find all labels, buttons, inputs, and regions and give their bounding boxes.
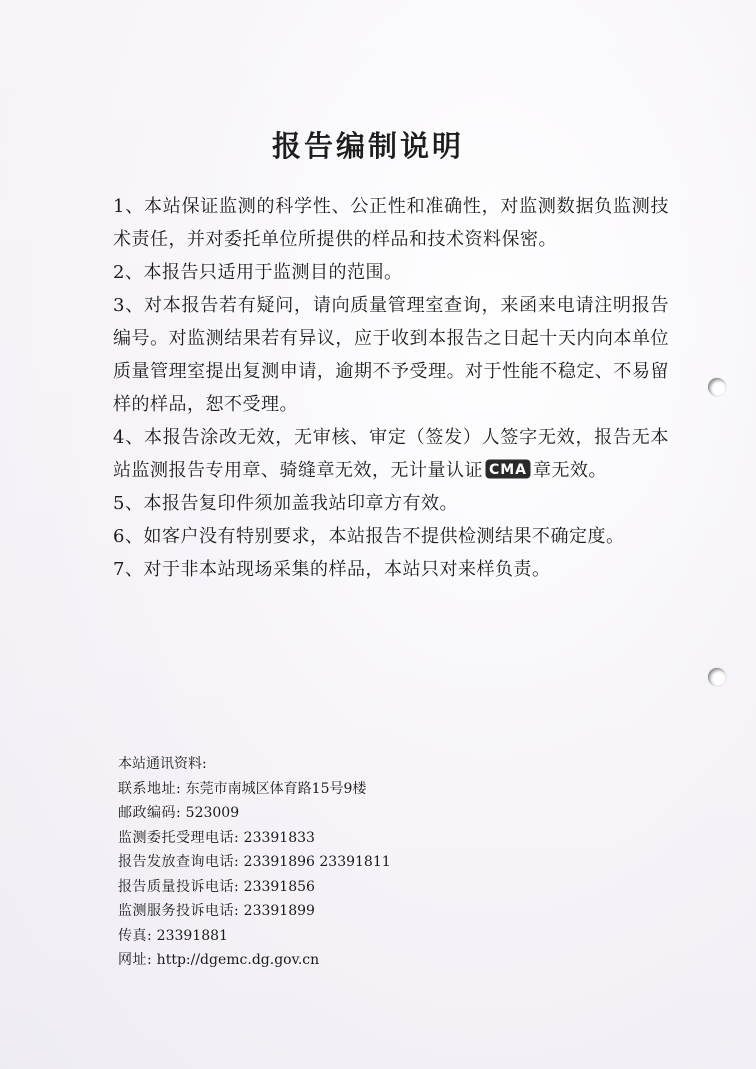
postcode-label: 邮政编码: <box>118 805 182 821</box>
fax-label: 传真: <box>118 927 153 944</box>
term-5: 5、本报告复印件须加盖我站印章方有效。 <box>113 493 458 514</box>
term-1: 1、本站保证监测的科学性、公正性和准确性，对监测数据负监测技术责任，并对委托单位所提供的样品和技术资料保密。 <box>113 196 669 250</box>
punch-hole-lower <box>708 668 726 686</box>
term-3: 3、对本报告若有疑问，请向质量管理室查询，来函来电请注明报告编号。对监测结果若有异议，应于收到本报告之日起十天内向本单位质量管理室提出复测申请，逾期不予受理。对于性能不稳定、不易留样的样品，恕不受理。 <box>113 295 669 415</box>
contact-address-row <box>118 777 598 802</box>
entrust-phone-label: 监测委托受理电话: <box>118 829 240 846</box>
punch-hole-upper <box>708 378 726 396</box>
service-complaint-phone-value: 23391899 <box>243 903 315 919</box>
term-7: 7、对于非本站现场采集的样品，本站只对来样负责。 <box>113 559 551 580</box>
contact-report-query-row <box>118 850 598 875</box>
contact-quality-complaint-row <box>118 875 598 900</box>
term-4-text-before: 4、本报告涂改无效，无审核、审定（签发）人签字无效，报告无本站监测报告专用章、骑缝章无效，无计量认证 <box>113 427 669 481</box>
service-complaint-phone-label: 监测服务投诉电话: <box>118 903 240 919</box>
quality-complaint-phone-label: 报告质量投诉电话: <box>118 878 240 895</box>
contact-fax-row <box>118 924 598 949</box>
quality-complaint-phone-value: 23391856 <box>243 878 315 895</box>
address-value: 东莞市南城区体育路15号9楼 <box>185 780 367 797</box>
fax-value: 23391881 <box>156 927 228 944</box>
cma-certification-mark <box>485 459 531 479</box>
address-label: 联系地址: <box>118 780 182 797</box>
page-title: 报告编制说明 <box>271 129 464 163</box>
contact-info <box>118 752 598 973</box>
cma-mark-text: CMA <box>488 462 528 478</box>
term-4-text-after: 章无效。 <box>533 460 607 481</box>
term-6: 6、如客户没有特别要求，本站报告不提供检测结果不确定度。 <box>113 526 625 547</box>
contact-website-row <box>118 948 598 973</box>
contact-postcode-row <box>118 801 598 826</box>
website-value: http://dgemc.dg.gov.cn <box>156 952 320 968</box>
website-label: 网址: <box>118 952 153 968</box>
postcode-value: 523009 <box>185 805 240 821</box>
term-2: 2、本报告只适用于监测目的范围。 <box>113 262 403 283</box>
entrust-phone-value: 23391833 <box>243 829 315 846</box>
terms-list <box>113 190 669 586</box>
contact-entrust-row <box>118 826 598 851</box>
contact-service-complaint-row <box>118 899 598 924</box>
report-query-phone-value: 23391896 23391811 <box>243 854 391 870</box>
report-query-phone-label: 报告发放查询电话: <box>118 854 240 870</box>
contact-heading: 本站通讯资料: <box>118 756 207 772</box>
term-4 <box>113 421 669 487</box>
